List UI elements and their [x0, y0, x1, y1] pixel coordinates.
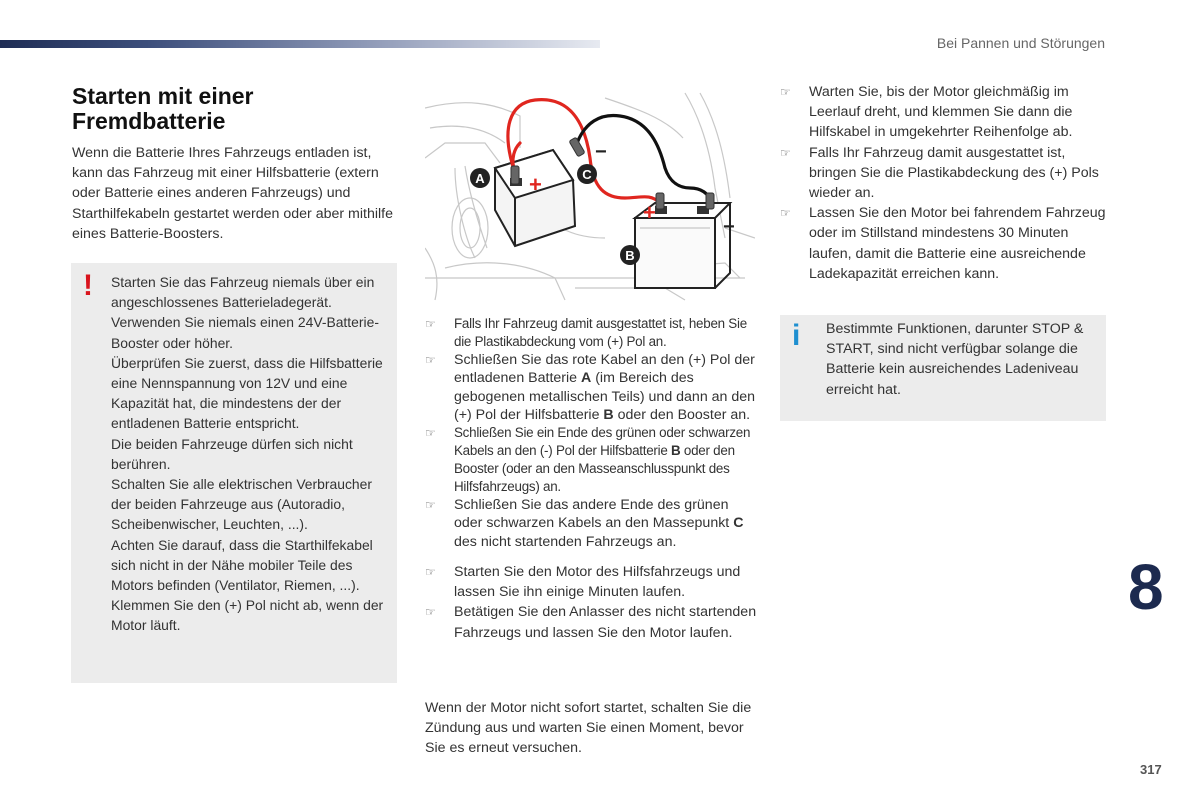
- label-b-badge: [620, 245, 640, 265]
- warning-paragraph: Die beiden Fahrzeuge dürfen sich nicht berühren.: [111, 435, 353, 472]
- step-text: Schließen Sie das andere Ende des grünen oder schwarzen Kabels an den Massepunkt: [454, 497, 734, 532]
- warning-paragraph: Klemmen Sie den (+) Pol nicht ab, wenn der Motor läuft.: [111, 597, 384, 634]
- battery-a-plus-marker: +: [529, 172, 542, 197]
- battery-ref: C: [733, 515, 744, 532]
- hand-pointer-icon: ☞: [780, 85, 791, 99]
- list-item: [780, 82, 1110, 143]
- page-title: Starten mit einer Fremdbatterie: [72, 83, 254, 134]
- step-text: oder den Booster (oder an den Masseanschlusspunkt des Hilfsfahrzeugs) an.: [454, 443, 735, 495]
- warning-paragraph: Achten Sie darauf, dass die Starthilfekabel sich nicht in der Nähe mobiler Teile des Motors befinden (Ventilator, Riemen, ...).: [111, 536, 373, 594]
- chapter-number: 8: [1128, 551, 1164, 623]
- hand-pointer-icon: ☞: [780, 206, 791, 221]
- step-text: Falls Ihr Fahrzeug damit ausgestattet ist, bringen Sie die Plastikabdeckung des (+) Pols wieder an.: [809, 144, 1099, 202]
- step-text: Schließen Sie das rote Kabel an den (+) Pol der entladenen Batterie: [454, 352, 755, 387]
- step-text: oder den Booster an.: [613, 406, 751, 423]
- battery-ref: B: [671, 443, 681, 459]
- warning-paragraph: Schalten Sie alle elektrischen Verbraucher der beiden Fahrzeuge aus (Autoradio, Scheibenwischer, Leuchten, ...).: [111, 476, 372, 533]
- warning-paragraph: Starten Sie das Fahrzeug niemals über ein angeschlossenes Batterieladegerät.: [111, 274, 375, 311]
- hand-pointer-icon: ☞: [425, 498, 436, 513]
- hand-pointer-icon: ☞: [425, 605, 436, 620]
- list-item: [780, 143, 1110, 204]
- label-b: B: [625, 248, 635, 263]
- list-item: [425, 351, 760, 424]
- hand-pointer-icon: ☞: [780, 145, 791, 160]
- step-text: Warten Sie, bis der Motor gleichmäßig im Leerlauf dreht, und klemmen Sie dann die Hilfskabel in umgekehrter Reihenfolge ab.: [809, 84, 1073, 141]
- label-c: C: [582, 167, 592, 182]
- info-icon: i: [792, 319, 801, 352]
- step-text: Betätigen Sie den Anlasser des nicht startenden Fahrzeugs und lassen Sie den Motor laufen.: [454, 604, 757, 641]
- hand-pointer-icon: ☞: [425, 317, 436, 331]
- list-item: [425, 496, 760, 551]
- warning-box: [71, 263, 397, 683]
- jump-start-illustration: [425, 88, 755, 303]
- list-item: [425, 562, 760, 602]
- intro-paragraph: Wenn die Batterie Ihres Fahrzeugs entladen ist, kann das Fahrzeug mit einer Hilfsbatterie (extern oder Batterie eines anderen Fahrzeugs) und Starthilfekabeln gestartet werden oder aber mithilfe eines Batterie-Boosters.: [72, 145, 393, 242]
- step-text: Lassen Sie den Motor bei fahrendem Fahrzeug oder im Stillstand mindestens 30 Minuten laufen, damit die Batterie eine ausreichende Ladekapazität erreichen kann.: [809, 205, 1106, 282]
- battery-b-plus-marker: +: [643, 200, 656, 225]
- list-item: [425, 315, 760, 351]
- step-text: des nicht startenden Fahrzeugs an.: [454, 533, 677, 550]
- label-a-badge: [470, 168, 490, 188]
- step-text: Schließen Sie ein Ende des grünen oder schwarzen Kabels an den (-) Pol der Hilfsbatterie: [454, 425, 751, 459]
- list-item: [425, 602, 760, 642]
- warning-paragraph: Überprüfen Sie zuerst, dass die Hilfsbatterie eine Nennspannung von 12V und eine Kapazität hat, die mindestens der der entladenen Batterie entspricht.: [111, 354, 383, 432]
- label-c-badge: [577, 164, 597, 184]
- step-text: Falls Ihr Fahrzeug damit ausgestattet ist, heben Sie die Plastikabdeckung vom (+) Pol an.: [454, 316, 747, 349]
- hand-pointer-icon: ☞: [425, 353, 436, 367]
- section-title: Bei Pannen und Störungen: [936, 35, 1105, 51]
- hand-pointer-icon: ☞: [425, 426, 436, 441]
- warning-icon: !: [83, 269, 93, 302]
- minus-marker: −: [723, 216, 735, 238]
- info-text: Bestimmte Funktionen, darunter STOP & START, sind nicht verfügbar solange die Batterie kein ausreichendes Ladeniveau erreicht hat.: [826, 321, 1084, 398]
- step-text: (im Bereich des gebogenen metallischen Teils) und dann an den (+) Pol der Hilfsbatterie: [454, 370, 756, 423]
- connection-steps-list: [425, 315, 760, 643]
- battery-ref: B: [603, 406, 614, 423]
- label-a: A: [475, 171, 485, 186]
- step-text: Starten Sie den Motor des Hilfsfahrzeugs und lassen Sie ihn einige Minuten laufen.: [454, 564, 741, 601]
- page-number: 317: [1140, 762, 1162, 777]
- warning-text: [111, 272, 393, 636]
- disconnect-steps-list: [780, 82, 1110, 284]
- list-item: [780, 203, 1110, 284]
- info-box: [780, 315, 1106, 421]
- warning-paragraph: Verwenden Sie niemals einen 24V-Batterie-Booster oder höher.: [111, 314, 379, 351]
- list-item: [425, 424, 760, 496]
- battery-ref: A: [581, 370, 592, 387]
- minus-marker: −: [595, 141, 607, 163]
- retry-paragraph: Wenn der Motor nicht sofort startet, schalten Sie die Zündung aus und warten Sie einen Moment, bevor Sie es erneut versuchen.: [425, 700, 752, 757]
- header-gradient-bar: [0, 40, 600, 48]
- battery-a: [495, 150, 575, 246]
- hand-pointer-icon: ☞: [425, 565, 436, 580]
